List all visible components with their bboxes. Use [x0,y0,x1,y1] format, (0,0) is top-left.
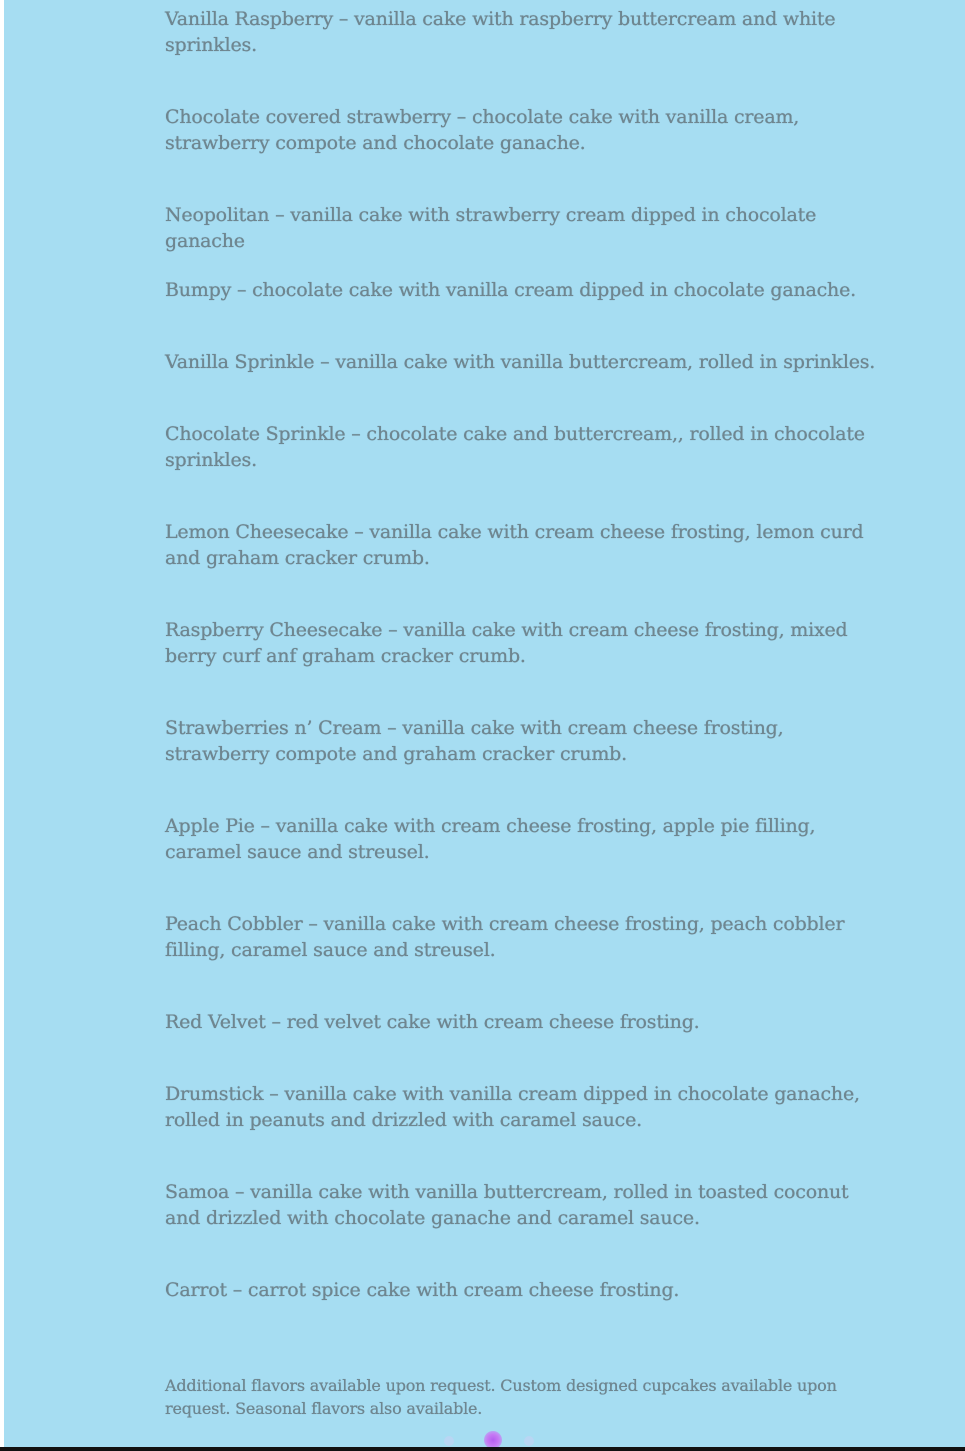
flavor-item: Bumpy – chocolate cake with vanilla cream dipped in chocolate ganache. [165,279,856,301]
flavor-item: Carrot – carrot spice cake with cream cheese frosting. [165,1279,680,1301]
flavor-item: Vanilla Sprinkle – vanilla cake with vanilla buttercream, rolled in sprinkles. [165,351,876,373]
flavor-item: Apple Pie – vanilla cake with cream cheese frosting, apple pie filling, caramel sauce and streusel. [165,815,816,863]
flavor-item: Chocolate Sprinkle – chocolate cake and buttercream,, rolled in chocolate sprinkles. [165,423,865,471]
flavor-list [165,6,877,1303]
flavor-item: Raspberry Cheesecake – vanilla cake with cream cheese frosting, mixed berry curf anf graham cracker crumb. [165,619,848,667]
flavor-item: Drumstick – vanilla cake with vanilla cream dipped in chocolate ganache, rolled in peanuts and drizzled with caramel sauce. [165,1083,860,1131]
flavor-item: Strawberries n’ Cream – vanilla cake with cream cheese frosting, strawberry compote and graham cracker crumb. [165,717,784,765]
scroll-indicator-dot[interactable] [524,1436,534,1446]
bottom-border [0,1447,965,1451]
flavor-item: Samoa – vanilla cake with vanilla buttercream, rolled in toasted coconut and drizzled with chocolate ganache and caramel sauce. [165,1181,849,1229]
flavor-item: Vanilla Raspberry – vanilla cake with raspberry buttercream and white sprinkles. [165,8,836,56]
scroll-indicator-active-dot[interactable] [484,1431,502,1447]
flavor-item: Chocolate covered strawberry – chocolate cake with vanilla cream, strawberry compote and chocolate ganache. [165,106,800,154]
flavor-item: Peach Cobbler – vanilla cake with cream cheese frosting, peach cobbler filling, caramel sauce and streusel. [165,913,845,961]
flavor-item: Red Velvet – red velvet cake with cream cheese frosting. [165,1011,700,1033]
menu-page [4,0,965,1447]
scroll-indicator-dot[interactable] [444,1436,454,1446]
flavor-item: Lemon Cheesecake – vanilla cake with cream cheese frosting, lemon curd and graham cracker crumb. [165,521,864,569]
flavor-item: Neopolitan – vanilla cake with strawberry cream dipped in chocolate ganache [165,204,817,252]
additional-flavors-note: Additional flavors available upon request. Custom designed cupcakes available upon request. Seasonal flavors also available. [165,1376,837,1418]
